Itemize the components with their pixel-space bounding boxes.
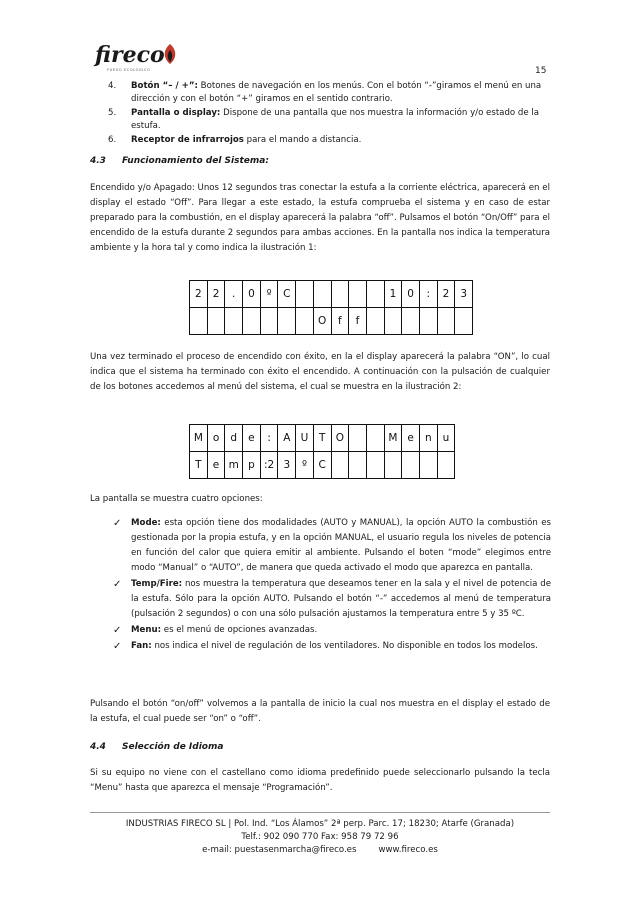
fireco-logo bbox=[93, 40, 183, 74]
display-cell bbox=[402, 308, 420, 335]
display-cell bbox=[366, 452, 384, 479]
option-text: nos muestra la temperatura que deseamos tener en la sala y el nivel de potencia de la estufa. Sólo para la opción AUTO. Pulsando el botón “-” accedemos al menú de temperatura (pulsación 2 segundos) o con una sólo pulsación ajustamos la temperatura entre 5 y 35 ºC. bbox=[131, 579, 551, 619]
display-cell: º bbox=[260, 281, 278, 308]
paragraph: Pulsando el botón “on/off” volvemos a la pantalla de inicio la cual nos muestra en el display el estado de la estufa, el cual puede ser “on” o “off”. bbox=[90, 699, 550, 724]
display-illustration-2 bbox=[189, 424, 455, 479]
logo-graphic bbox=[93, 40, 183, 74]
display-row bbox=[190, 425, 455, 452]
display-row bbox=[190, 281, 473, 308]
display-cell: . bbox=[225, 281, 243, 308]
section-title: Selección de Idioma bbox=[122, 742, 224, 752]
display-cell bbox=[437, 452, 455, 479]
logo-wordmark: fireco bbox=[95, 42, 165, 68]
list-item bbox=[113, 577, 551, 622]
display-cell: e bbox=[207, 452, 225, 479]
display-cell bbox=[455, 308, 473, 335]
display-cell: o bbox=[207, 425, 225, 452]
footer-address: INDUSTRIAS FIRECO SL | Pol. Ind. “Los Álamos” 2ª perp. Parc. 17; 18230; Atarfe (Granada) bbox=[125, 819, 515, 829]
list-item bbox=[108, 107, 548, 133]
display-cell bbox=[419, 452, 437, 479]
display-cell: M bbox=[190, 425, 208, 452]
footer-email[interactable]: e-mail: puestasenmarcha@fireco.es bbox=[202, 845, 357, 855]
display-cell bbox=[243, 308, 261, 335]
display-cell: 1 bbox=[384, 281, 402, 308]
section-title: Funcionamiento del Sistema: bbox=[122, 156, 269, 166]
display-row bbox=[190, 308, 473, 335]
display-cell bbox=[437, 308, 455, 335]
display-cell bbox=[366, 308, 384, 335]
list-item bbox=[108, 80, 548, 106]
display-cell: U bbox=[296, 425, 314, 452]
display-cell: T bbox=[313, 425, 331, 452]
display-cell: e bbox=[402, 425, 420, 452]
option-term: Temp/Fire: bbox=[131, 579, 183, 589]
checkmark-icon: ✓ bbox=[113, 625, 122, 636]
display-cell bbox=[349, 281, 367, 308]
item-term: Receptor de infrarrojos bbox=[131, 135, 244, 145]
display-cell: 3 bbox=[278, 452, 296, 479]
display-cell: n bbox=[419, 425, 437, 452]
display-cell: C bbox=[313, 452, 331, 479]
item-number: 5. bbox=[108, 108, 117, 118]
display-cell: :2 bbox=[260, 452, 278, 479]
numbered-list bbox=[108, 80, 548, 148]
item-term: Pantalla o display: bbox=[131, 108, 221, 118]
display-cell: f bbox=[331, 308, 349, 335]
display-cell: p bbox=[243, 452, 261, 479]
display-row bbox=[190, 452, 455, 479]
paragraph: Una vez terminado el proceso de encendido con éxito, en la el display aparecerá la palabra “ON”, lo cual indica que el sistema ha terminado con éxito el encendido. A continuación con la pulsación de cualquier de los botones accedemos al menú del sistema, el cual se muestra en la ilustración 2: bbox=[90, 352, 550, 392]
display-cell bbox=[402, 452, 420, 479]
item-number: 6. bbox=[108, 135, 117, 145]
display-cell: 0 bbox=[243, 281, 261, 308]
item-text: Dispone de una pantalla que nos muestra la información y/o estado de la estufa. bbox=[131, 108, 540, 131]
display-cell bbox=[190, 308, 208, 335]
display-cell bbox=[260, 308, 278, 335]
footer-website[interactable]: www.fireco.es bbox=[378, 845, 438, 855]
display-cell: m bbox=[225, 452, 243, 479]
option-term: Mode: bbox=[131, 518, 161, 528]
footer-contact bbox=[90, 844, 550, 857]
section-number: 4.4 bbox=[90, 742, 106, 752]
display-cell: 3 bbox=[455, 281, 473, 308]
checkmark-icon: ✓ bbox=[113, 518, 122, 529]
display-cell: d bbox=[225, 425, 243, 452]
display-cell: : bbox=[419, 281, 437, 308]
display-cell: f bbox=[349, 308, 367, 335]
display-cell bbox=[349, 452, 367, 479]
display-cell bbox=[331, 452, 349, 479]
item-text: para el mando a distancia. bbox=[243, 135, 362, 145]
page-number: 15 bbox=[535, 66, 547, 76]
display-cell bbox=[419, 308, 437, 335]
display-cell: C bbox=[278, 281, 296, 308]
display-illustration-1 bbox=[189, 280, 473, 335]
list-item bbox=[113, 516, 551, 576]
display-cell: O bbox=[313, 308, 331, 335]
display-cell bbox=[366, 281, 384, 308]
item-term: Botón “– / +”: bbox=[131, 81, 198, 91]
paragraph: Encendido y/o Apagado: Unos 12 segundos tras conectar la estufa a la corriente eléctrica, aparecerá en el display el estado “Off”. Para llegar a este estado, la estufa comprueba el sistema y en caso de estar preparado para la combustión, en el display aparecerá la palabra “off”. Pulsamos el botón “On/Off” para el encendido de la estufa durante 2 segundos para ambas acciones. En la pantalla nos indica la temperatura ambiente y la hora tal y como indica la ilustración 1: bbox=[90, 183, 550, 253]
display-cell bbox=[296, 281, 314, 308]
display-cell: 2 bbox=[437, 281, 455, 308]
display-cell: A bbox=[278, 425, 296, 452]
section-number: 4.3 bbox=[90, 156, 106, 166]
display-cell bbox=[313, 281, 331, 308]
display-cell bbox=[349, 425, 367, 452]
display-cell bbox=[225, 308, 243, 335]
options-list bbox=[113, 516, 551, 655]
display-cell bbox=[296, 308, 314, 335]
display-cell: 0 bbox=[402, 281, 420, 308]
display-cell bbox=[207, 308, 225, 335]
list-item bbox=[113, 623, 551, 638]
section-heading bbox=[90, 742, 223, 752]
item-text: Botones de navegación en los menús. Con el botón “-”giramos el menú en una dirección y con el botón “+” giramos en el sentido contrario. bbox=[131, 81, 542, 104]
display-cell bbox=[331, 281, 349, 308]
option-text: es el menú de opciones avanzadas. bbox=[161, 625, 318, 635]
display-cell: u bbox=[437, 425, 455, 452]
option-term: Menu: bbox=[131, 625, 162, 635]
checkmark-icon: ✓ bbox=[113, 579, 122, 590]
display-cell bbox=[384, 452, 402, 479]
display-cell: : bbox=[260, 425, 278, 452]
display-cell bbox=[366, 425, 384, 452]
display-cell bbox=[384, 308, 402, 335]
display-cell: T bbox=[190, 452, 208, 479]
footer-phone: Telf.: 902 090 770 Fax: 958 79 72 96 bbox=[241, 832, 399, 842]
checkmark-icon: ✓ bbox=[113, 641, 122, 652]
paragraph: Si su equipo no viene con el castellano como idioma predefinido puede seleccionarlo pulsando la tecla “Menu” hasta que aparezca el mensaje “Programación”. bbox=[90, 768, 550, 793]
display-cell: 2 bbox=[190, 281, 208, 308]
list-item bbox=[108, 134, 548, 147]
section-heading bbox=[90, 156, 269, 166]
item-number: 4. bbox=[108, 81, 117, 91]
display-cell bbox=[278, 308, 296, 335]
footer-divider bbox=[90, 812, 550, 813]
display-cell: 2 bbox=[207, 281, 225, 308]
option-text: esta opción tiene dos modalidades (AUTO y MANUAL), la opción AUTO la combustión es gestionada por la propia estufa, y en la opción MANUAL, el usuario regula los niveles de potencia en función del calor que quiera emitir al ambiente. Pulsando el boten “mode” elegimos entre modo “Manual” o “AUTO”, de manera que queda activado el modo que aparezca en pantalla. bbox=[131, 518, 551, 573]
paragraph: La pantalla se muestra cuatro opciones: bbox=[90, 494, 263, 504]
option-text: nos indica el nivel de regulación de los ventiladores. No disponible en todos los modelos. bbox=[151, 641, 538, 651]
logo-tagline: FUEGO ECOLÓGICO bbox=[107, 68, 151, 72]
display-cell: O bbox=[331, 425, 349, 452]
display-cell: º bbox=[296, 452, 314, 479]
display-cell: M bbox=[384, 425, 402, 452]
option-term: Fan: bbox=[131, 641, 152, 651]
display-cell: e bbox=[243, 425, 261, 452]
footer bbox=[90, 818, 550, 857]
list-item bbox=[113, 639, 551, 654]
